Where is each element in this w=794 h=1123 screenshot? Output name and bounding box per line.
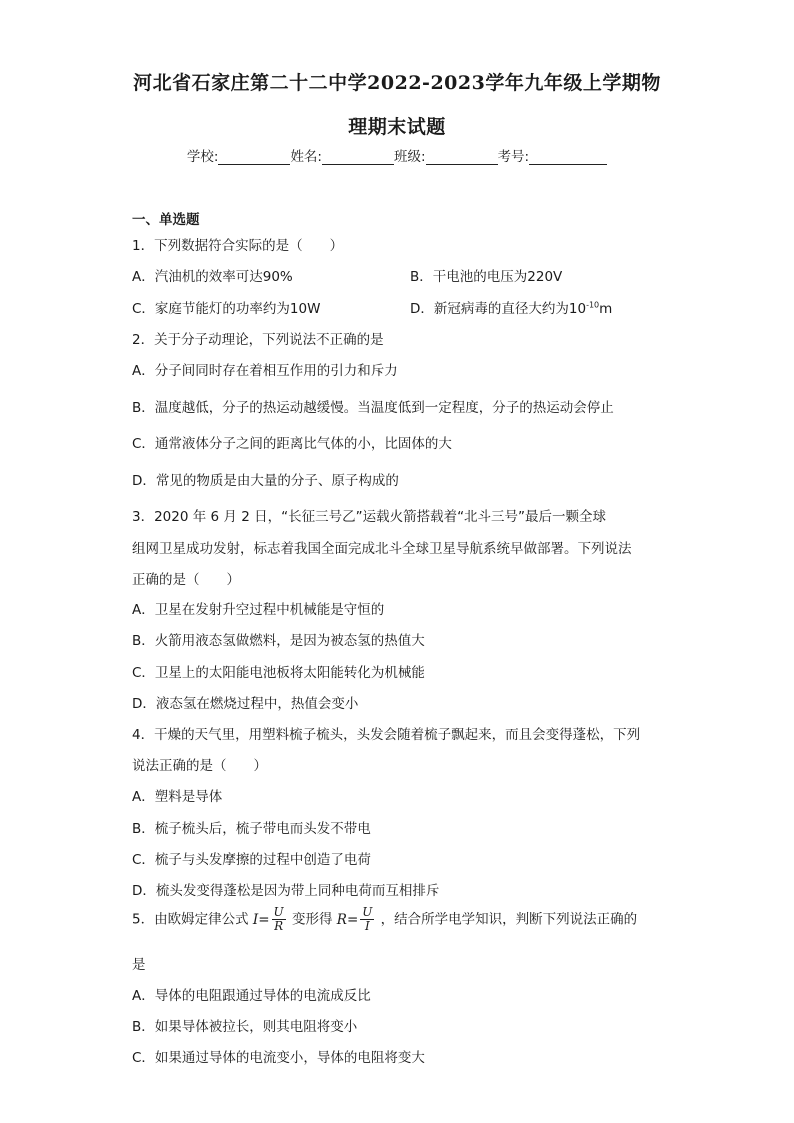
q4-stem-line2: 说法正确的是（ ） <box>132 758 267 774</box>
formula1-lhs: I <box>252 911 259 928</box>
formula1-denominator: R <box>274 919 284 933</box>
formula2-denominator: I <box>364 919 370 933</box>
name-label: 姓名: <box>290 149 322 165</box>
student-info-row <box>0 145 794 165</box>
formula1-fraction <box>272 906 286 933</box>
q3-stem-line1: 3．2020 年 6 月 2 日，“长征三号乙”运载火箭搭载着“北斗三号”最后一颗全球 <box>132 509 607 525</box>
name-blank[interactable] <box>322 148 394 165</box>
q5-stem-pre: 5．由欧姆定律公式 <box>132 911 249 928</box>
q5-stem-line1 <box>132 906 637 933</box>
q3-option-d: D．液态氢在燃烧过程中，热值会变小 <box>132 696 359 712</box>
q1-option-b: B．干电池的电压为220V <box>410 269 563 285</box>
exam-title-line1: 河北省石家庄第二十二中学2022-2023学年九年级上学期物 <box>133 72 661 94</box>
q4-stem-line1: 4．干燥的天气里，用塑料梳子梳头，头发会随着梳子飘起来，而且会变得蓬松，下列 <box>132 727 641 743</box>
q4-option-d: D．梳头发变得蓬松是因为带上同种电荷而互相排斥 <box>132 883 440 899</box>
q4-option-c: C．梳子与头发摩擦的过程中创造了电荷 <box>132 852 371 868</box>
resistance-formula: R = $\frac{U}{I}$ <box>336 905 373 933</box>
ohm-law-formula: I = $\frac{U}{R}$ <box>252 905 284 933</box>
section-heading: 一、单选题 <box>132 212 200 228</box>
formula1-numerator: U <box>273 905 284 919</box>
q1-stem: 1．下列数据符合实际的是（ ） <box>132 238 344 254</box>
q3-stem-line2: 组网卫星成功发射，标志着我国全面完成北斗全球卫星导航系统早做部署。下列说法 <box>132 541 632 557</box>
q3-option-b: B．火箭用液态氢做燃料，是因为被态氢的热值大 <box>132 633 425 649</box>
q2-stem: 2．关于分子动理论，下列说法不正确的是 <box>132 332 384 348</box>
q3-option-c: C．卫星上的太阳能电池板将太阳能转化为机械能 <box>132 665 425 681</box>
q1-option-c: C．家庭节能灯的功率约为10W <box>132 301 321 317</box>
q5-stem-mid: 变形得 <box>291 911 333 928</box>
formula2-numerator: U <box>362 905 373 919</box>
q3-option-a: A．卫星在发射升空过程中机械能是守恒的 <box>132 602 385 618</box>
q1-option-a: A．汽油机的效率可达90% <box>132 269 293 285</box>
q5-option-b: B．如果导体被拉长，则其电阻将变小 <box>132 1019 358 1035</box>
formula2-lhs: R <box>336 911 347 928</box>
q1-option-d-text: D．新冠病毒的直径大约为10 <box>410 301 587 317</box>
id-blank[interactable] <box>529 148 607 165</box>
q5-option-c: C．如果通过导体的电流变小，导体的电阻将变大 <box>132 1050 425 1066</box>
q2-option-a: A．分子间同时存在着相互作用的引力和斥力 <box>132 363 398 379</box>
school-label: 学校: <box>186 149 219 165</box>
exam-title-line2: 理期末试题 <box>348 116 446 138</box>
q1-option-d-unit: m <box>599 301 613 317</box>
q5-option-a: A．导体的电阻跟通过导体的电流成反比 <box>132 988 371 1004</box>
formula2-fraction <box>360 906 374 933</box>
class-label: 班级: <box>394 149 426 165</box>
q3-stem-line3: 正确的是（ ） <box>132 572 240 588</box>
q2-option-d: D．常见的物质是由大量的分子、原子构成的 <box>132 473 399 489</box>
school-blank[interactable] <box>218 148 290 165</box>
q4-option-b: B．梳子梳头后，梳子带电而头发不带电 <box>132 821 371 837</box>
q2-option-b: B．温度越低，分子的热运动越缓慢。当温度低到一定程度，分子的热运动会停止 <box>132 400 614 416</box>
q2-option-c: C．通常液体分子之间的距离比气体的小，比固体的大 <box>132 436 452 452</box>
q1-option-d <box>410 297 612 317</box>
id-label: 考号: <box>497 149 530 165</box>
q5-stem-line2: 是 <box>132 957 146 973</box>
q5-stem-post: ，结合所学电学知识，判断下列说法正确的 <box>380 911 638 928</box>
q1-option-d-exponent: -10 <box>586 300 600 310</box>
class-blank[interactable] <box>426 148 498 165</box>
q4-option-a: A．塑料是导体 <box>132 789 223 805</box>
